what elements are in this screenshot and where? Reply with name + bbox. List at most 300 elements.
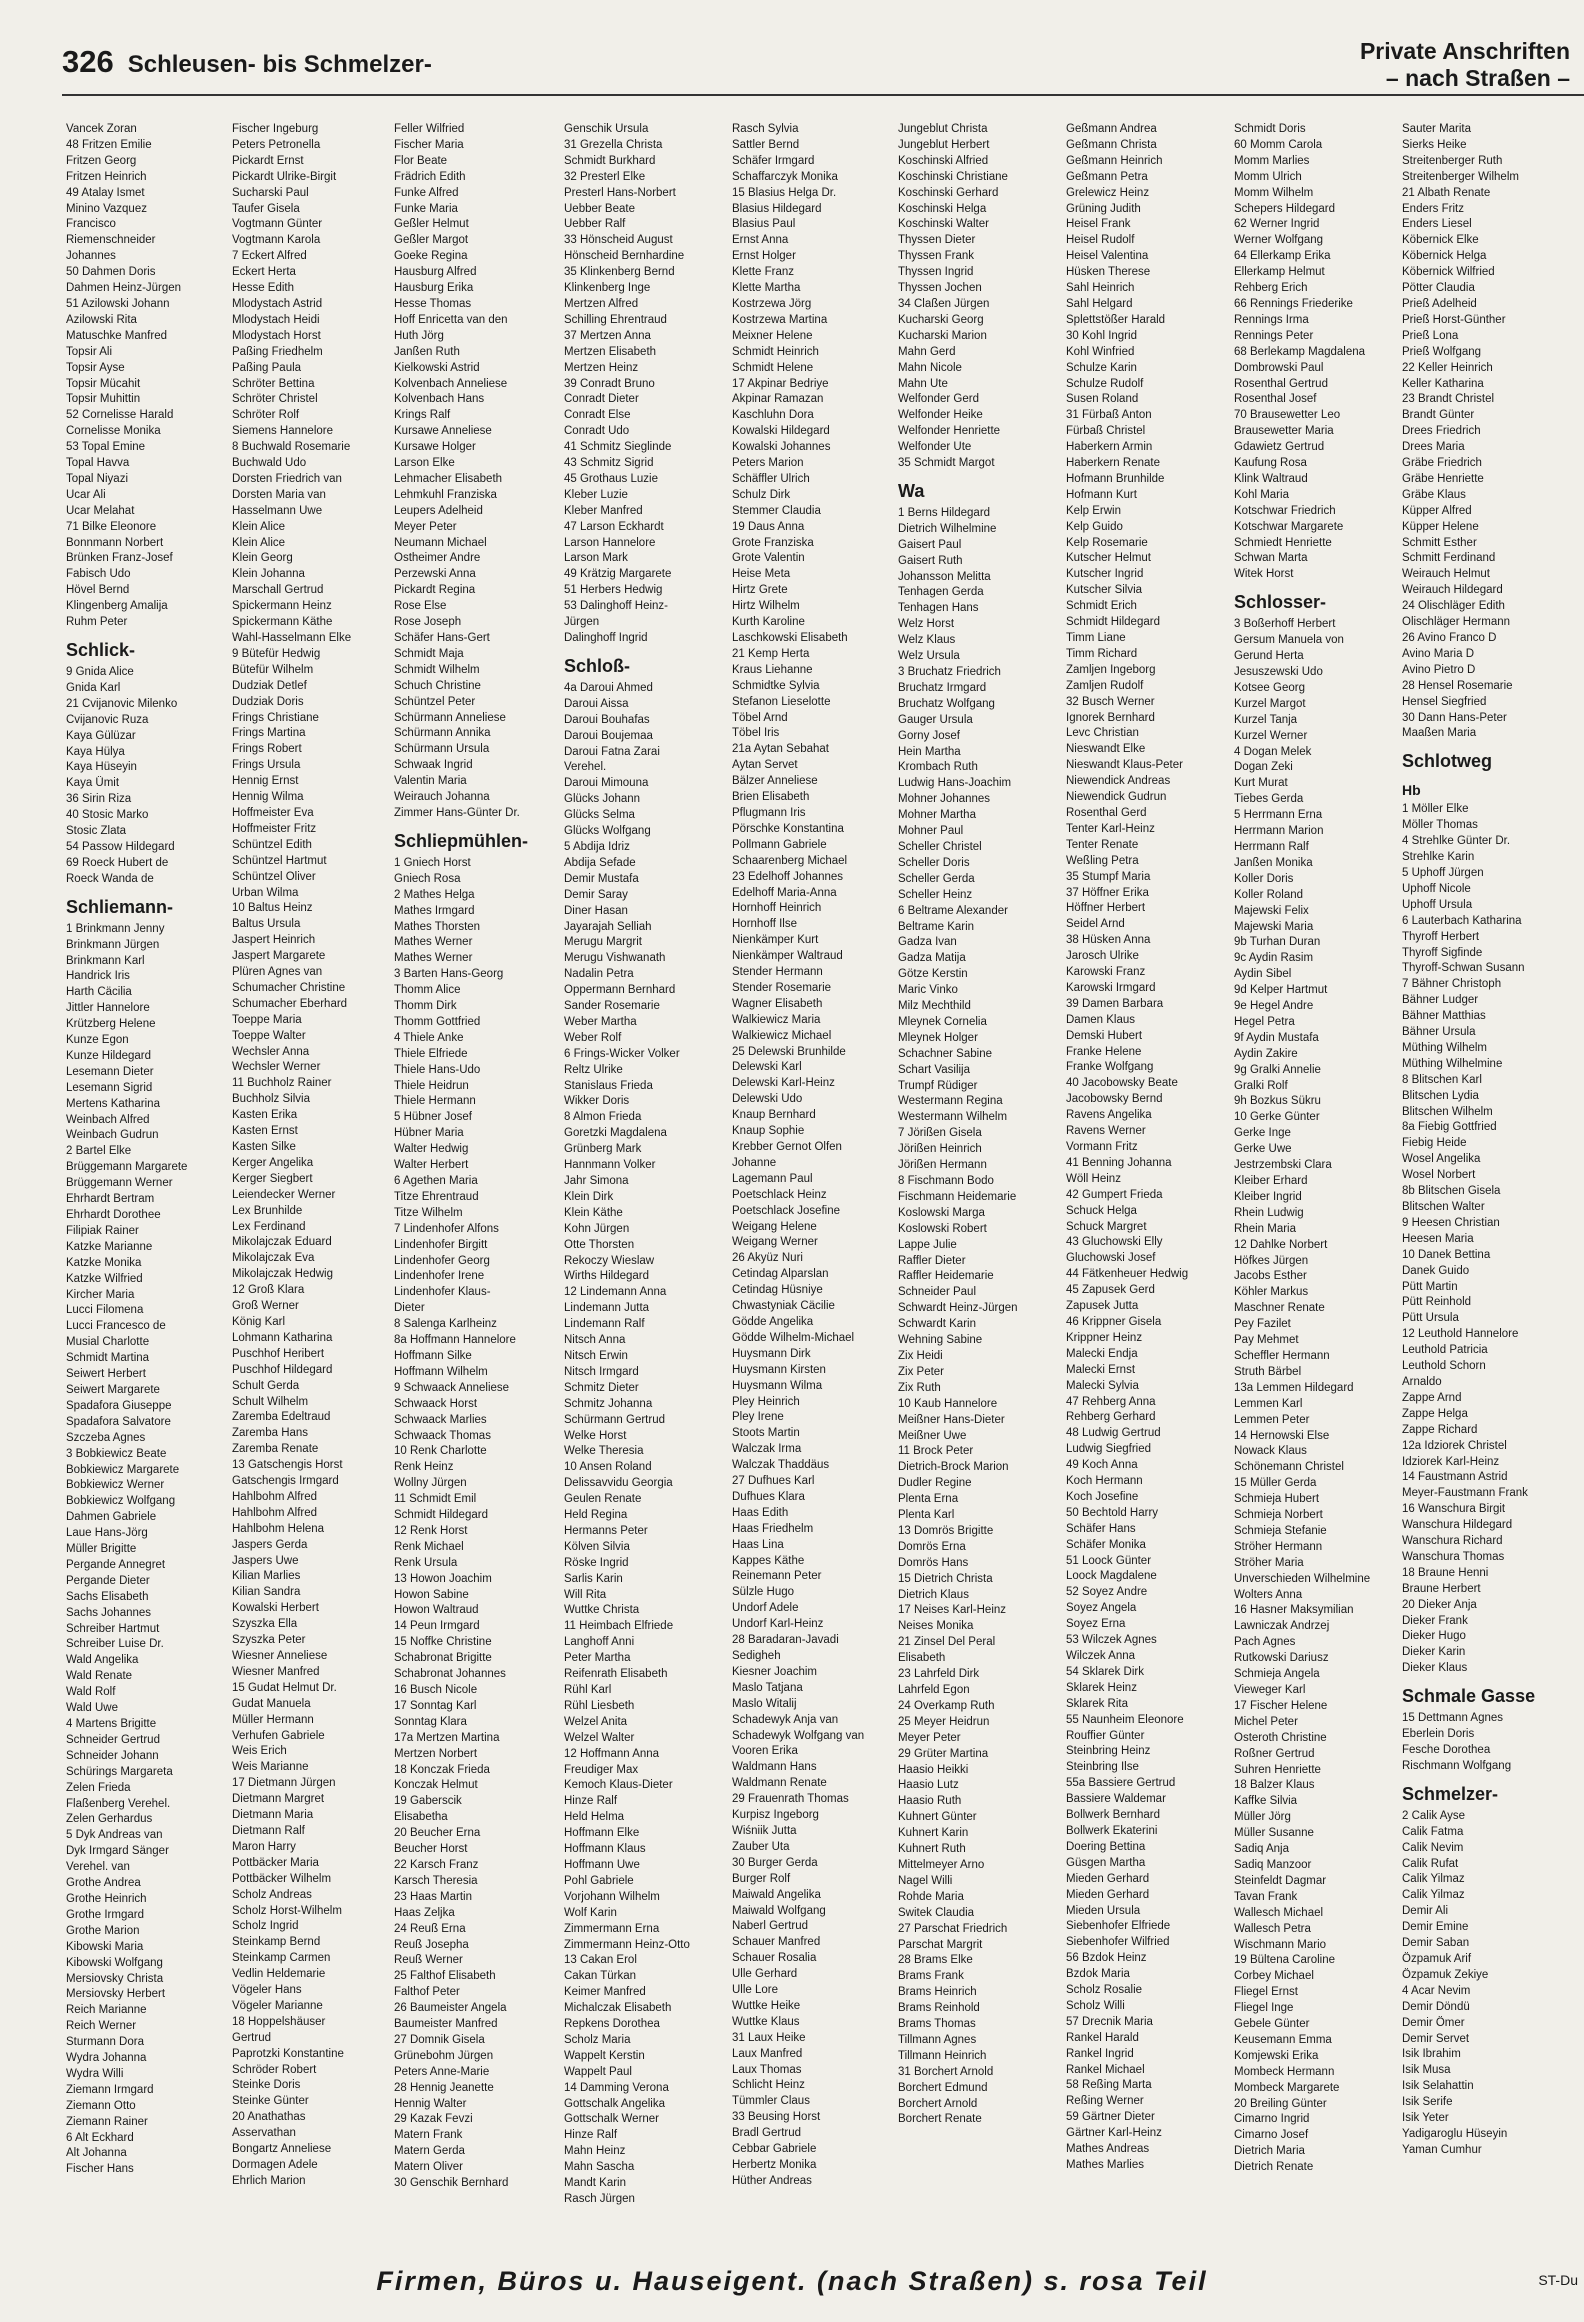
resident-entry: Rennings Irma: [1234, 313, 1309, 326]
resident-entry: Ernst Holger: [732, 250, 796, 263]
resident-entry: Mittelmeyer Arno: [898, 1858, 985, 1871]
resident-entry: Chwastyniak Cäcilie: [732, 1300, 835, 1313]
resident-entry: 6 Beltrame Alexander: [898, 904, 1008, 917]
resident-entry: Ostheimer Andre: [394, 552, 481, 565]
resident-entry: Kuhnert Ruth: [898, 1843, 966, 1856]
resident-entry: 10 Renk Charlotte: [394, 1445, 487, 1458]
resident-entry: Minino Vazquez: [66, 202, 147, 215]
resident-entry: Pohl Gabriele: [564, 1874, 634, 1887]
resident-entry: 60 Momm Carola: [1234, 138, 1323, 151]
resident-entry: 7 Bähner Christoph: [1402, 978, 1502, 991]
resident-entry: Malecki Ernst: [1066, 1363, 1136, 1376]
resident-entry: Howon Sabine: [394, 1588, 469, 1601]
resident-entry: Klein Alice: [232, 520, 286, 533]
resident-entry: Hoffmann Klaus: [564, 1843, 646, 1856]
resident-entry: Lehmacher Elisabeth: [394, 472, 503, 485]
resident-entry: Wappelt Paul: [564, 2065, 632, 2078]
resident-entry: Goretzki Magdalena: [564, 1127, 667, 1140]
resident-entry: Mertzen Elisabeth: [564, 345, 657, 358]
resident-entry: Seiwert Margarete: [66, 1383, 160, 1396]
resident-entry: Hermanns Peter: [564, 1524, 648, 1537]
resident-entry: Raffler Heidemarie: [898, 1270, 994, 1283]
resident-entry: Brüggemann Margarete: [66, 1161, 188, 1174]
resident-entry: Dietrich-Brock Marion: [898, 1461, 1009, 1474]
resident-entry: Kohl Winfried: [1066, 345, 1135, 358]
resident-entry: 66 Rennings Friederike: [1234, 297, 1353, 310]
resident-entry: Harth Cäcilia: [66, 986, 132, 999]
resident-entry: Kelp Rosemarie: [1066, 536, 1148, 549]
resident-entry: Güsgen Martha: [1066, 1856, 1146, 1869]
resident-entry: Müthing Wilhelm: [1402, 1041, 1487, 1054]
resident-entry: Scholz Rosalie: [1066, 1984, 1143, 1997]
resident-entry: Schäfer Irmgard: [732, 154, 815, 167]
resident-entry: Bongartz Anneliese: [232, 2143, 332, 2156]
resident-entry: Mathes Thorsten: [394, 920, 481, 933]
resident-entry: Cimarno Ingrid: [1234, 2113, 1310, 2126]
resident-entry: Kotschwar Margarete: [1234, 520, 1344, 533]
resident-entry: 24 Overkamp Ruth: [898, 1699, 995, 1712]
resident-entry: Kurzel Tanja: [1234, 713, 1298, 726]
resident-entry: Grote Valentin: [732, 552, 805, 565]
resident-entry: Ludwig Siegfried: [1066, 1443, 1152, 1456]
resident-entry: Ulle Gerhard: [732, 1968, 798, 1981]
resident-entry: Neumann Michael: [394, 536, 487, 549]
resident-entry: Pach Agnes: [1234, 1636, 1296, 1649]
resident-entry: Wechsler Anna: [232, 1045, 310, 1058]
resident-entry: Schmitz Dieter: [564, 1381, 639, 1394]
resident-entry: Daroui Bouhafas: [564, 713, 650, 726]
resident-entry: Grünberg Mark: [564, 1143, 642, 1156]
resident-entry: 8 Buchwald Rosemarie: [232, 441, 351, 454]
resident-entry: Mleynek Holger: [898, 1031, 978, 1044]
resident-entry: Ellerkamp Helmut: [1234, 266, 1325, 279]
resident-entry: Bruchatz Irmgard: [898, 681, 987, 694]
resident-entry: Schreiber Hartmut: [66, 1622, 160, 1635]
resident-entry: 9f Aydin Mustafa: [1234, 1031, 1319, 1044]
resident-entry: Brams Thomas: [898, 2018, 976, 2031]
resident-entry: 17 Akpinar Bedriye: [732, 377, 829, 390]
resident-entry: Paßing Paula: [232, 361, 302, 374]
resident-entry: Tillmann Heinrich: [898, 2049, 987, 2062]
resident-entry: Reltz Ulrike: [564, 1063, 623, 1076]
resident-entry: 69 Roeck Hubert de: [66, 856, 169, 869]
resident-entry: Rankel Ingrid: [1066, 2047, 1134, 2060]
resident-entry: Rose Else: [394, 600, 447, 613]
resident-entry: Nitsch Anna: [564, 1334, 626, 1347]
resident-entry: Schmieja Hubert: [1234, 1493, 1320, 1506]
resident-entry: Schüntzel Peter: [394, 695, 476, 708]
resident-entry: 34 Claßen Jürgen: [898, 297, 990, 310]
resident-entry: Schult Gerda: [232, 1379, 300, 1392]
resident-entry: Borchert Edmund: [898, 2081, 988, 2094]
resident-entry: Lohmann Katharina: [232, 1331, 333, 1344]
resident-entry: Kurzel Werner: [1234, 729, 1308, 742]
resident-entry: Jörißen Hermann: [898, 1159, 987, 1172]
resident-entry: Pottbäcker Wilhelm: [232, 1872, 332, 1885]
resident-entry: Klette Martha: [732, 282, 801, 295]
resident-entry: Bobkiewicz Margarete: [66, 1463, 180, 1476]
resident-entry: Vogtmann Karola: [232, 234, 321, 247]
resident-entry: Fesche Dorothea: [1402, 1744, 1491, 1756]
resident-entry: Kaya Gülüzar: [66, 729, 136, 742]
resident-entry: Sahl Helgard: [1066, 297, 1133, 310]
resident-entry: 5 Uphoff Jürgen: [1402, 866, 1484, 879]
resident-entry: 19 Bültena Caroline: [1234, 1954, 1336, 1967]
resident-entry: Isik Selahattin: [1402, 2080, 1474, 2093]
resident-entry: Hübner Maria: [394, 1127, 464, 1140]
resident-entry: Lucci Filomena: [66, 1304, 144, 1317]
resident-entry: Gudat Manuela: [232, 1697, 311, 1710]
resident-entry: Kostrzewa Martina: [732, 313, 828, 326]
resident-entry: Haas Zeljka: [394, 1906, 455, 1919]
resident-entry: Streitenberger Ruth: [1402, 154, 1503, 167]
resident-entry: Prieß Horst-Günther: [1402, 313, 1506, 326]
resident-entry: 9e Hegel Andre: [1234, 1000, 1314, 1013]
resident-entry: Rankel Michael: [1066, 2063, 1145, 2076]
resident-entry: 1 Berns Hildegard: [898, 506, 991, 519]
resident-entry: Wosel Norbert: [1402, 1169, 1476, 1182]
resident-entry: Asservathan: [232, 2127, 296, 2140]
resident-entry: Blitschen Wilhelm: [1402, 1105, 1493, 1118]
resident-entry: Hesse Thomas: [394, 297, 472, 310]
resident-entry: Frings Ursula: [232, 759, 301, 772]
resident-entry: 57 Drecnik Maria: [1066, 2015, 1153, 2028]
resident-entry: Thyssen Jochen: [898, 282, 982, 295]
resident-entry: Peters Petronella: [232, 138, 321, 151]
resident-entry: Vancek Zoran: [66, 123, 137, 135]
resident-entry: Dormagen Adele: [232, 2159, 318, 2171]
resident-entry: Hennig Walter: [394, 2097, 467, 2110]
resident-entry: Mandt Karin: [564, 2177, 627, 2190]
resident-entry: 36 Sirin Riza: [66, 793, 132, 806]
resident-entry: Welfonder Heike: [898, 409, 983, 422]
resident-entry: Glücks Johann: [564, 793, 641, 806]
resident-entry: Geßler Helmut: [394, 218, 469, 231]
resident-entry: Steinbring Heinz: [1066, 1745, 1151, 1758]
resident-entry: Jayarajah Selliah: [564, 920, 652, 933]
resident-entry: 11 Buchholz Rainer: [232, 1077, 332, 1090]
resident-entry: Schmidt Hildegard: [394, 1509, 488, 1522]
resident-entry: Topsir Mücahit: [66, 377, 141, 390]
resident-entry: Schulze Karin: [1066, 361, 1137, 374]
resident-entry: Schulz Dirk: [732, 488, 791, 501]
resident-entry: Wallesch Petra: [1234, 1922, 1311, 1935]
resident-entry: Frings Robert: [232, 743, 302, 756]
resident-entry: 23 Haas Martin: [394, 1890, 472, 1903]
resident-entry: Maric Vinko: [898, 984, 958, 997]
resident-entry: Sucharski Paul: [232, 186, 309, 199]
resident-entry: 13 Domrös Brigitte: [898, 1524, 994, 1537]
resident-entry: Schmidt Hildegard: [1066, 616, 1160, 629]
resident-entry: Mikolajczak Eva: [232, 1252, 315, 1265]
resident-entry: Schröder Robert: [232, 2063, 317, 2076]
resident-entry: Tillmann Agnes: [898, 2033, 977, 2046]
resident-entry: Koschinski Walter: [898, 218, 989, 231]
resident-entry: Klein Dirk: [564, 1190, 614, 1203]
resident-entry: Schwardt Heinz-Jürgen: [898, 1302, 1018, 1315]
resident-entry: Nienkämper Kurt: [732, 934, 819, 947]
resident-entry: Fischer Maria: [394, 138, 464, 151]
resident-entry: Hornhoff Heinrich: [732, 902, 822, 915]
resident-entry: 14 Hernowski Else: [1234, 1429, 1330, 1442]
resident-entry: Cvijanovic Ruza: [66, 713, 149, 726]
resident-entry: Schlicht Heinz: [732, 2079, 805, 2092]
resident-entry: 12 Leuthold Hannelore: [1402, 1328, 1519, 1341]
resident-entry: Stoots Martin: [732, 1427, 800, 1440]
resident-entry: Schmitz Johanna: [564, 1397, 653, 1410]
resident-entry: Grothe Marion: [66, 1924, 140, 1937]
resident-entry: Welke Theresia: [564, 1445, 644, 1458]
resident-entry: Wiśniik Jutta: [732, 1824, 797, 1837]
resident-entry: Titze Ehrentraud: [394, 1190, 479, 1203]
resident-entry: Laux Thomas: [732, 2063, 802, 2076]
resident-entry: Topsir Muhittin: [66, 393, 141, 406]
resident-entry: Huysmann Kirsten: [732, 1363, 826, 1376]
resident-entry: Held Helma: [564, 1811, 625, 1824]
resident-entry: 5 Dyk Andreas van: [66, 1829, 163, 1842]
resident-entry: Pergande Annegret: [66, 1558, 166, 1571]
resident-entry: Krings Ralf: [394, 409, 451, 422]
resident-entry: Dahmen Heinz-Jürgen: [66, 282, 182, 295]
resident-entry: Höffner Herbert: [1066, 902, 1146, 915]
resident-entry: Grote Franziska: [732, 536, 814, 549]
resident-entry: Zix Heidi: [898, 1349, 943, 1362]
resident-entry: Waldmann Hans: [732, 1761, 817, 1774]
resident-entry: Kerger Siegbert: [232, 1172, 313, 1185]
resident-entry: Schabronat Johannes: [394, 1668, 506, 1681]
resident-entry: 9 Bütefür Hedwig: [232, 647, 321, 660]
resident-entry: Dudziak Doris: [232, 695, 304, 708]
resident-entry: Kilian Marlies: [232, 1570, 301, 1583]
resident-entry: Tenhagen Gerda: [898, 586, 984, 599]
resident-entry: Ignorek Bernhard: [1066, 711, 1155, 724]
resident-entry: 18 Balzer Klaus: [1234, 1779, 1315, 1792]
resident-entry: Siemens Hannelore: [232, 425, 334, 438]
resident-entry: Fischer Hans: [66, 2163, 134, 2176]
resident-entry: Schmitt Esther: [1402, 536, 1477, 549]
resident-entry: Pörschke Konstantina: [732, 822, 844, 835]
resident-entry: Nitsch Irmgard: [564, 1365, 639, 1378]
resident-entry: Braune Herbert: [1402, 1582, 1481, 1595]
resident-entry: Lesemann Sigrid: [66, 1081, 153, 1094]
resident-entry: Herrmann Marion: [1234, 825, 1324, 838]
resident-entry: Dieker Hugo: [1402, 1630, 1466, 1643]
resident-entry: 2 Bartel Elke: [66, 1145, 132, 1158]
resident-entry: Flaßenberg Verehel.: [66, 1797, 171, 1810]
resident-entry: 31 Borchert Arnold: [898, 2065, 994, 2078]
resident-entry: Gorny Josef: [898, 729, 960, 742]
resident-entry: 26 Avino Franco D: [1402, 632, 1497, 644]
resident-entry: 4 Dogan Melek: [1234, 745, 1312, 758]
resident-entry: Raffler Dieter: [898, 1254, 966, 1267]
resident-entry: Pay Mehmet: [1234, 1334, 1299, 1347]
resident-entry: 17 Fischer Helene: [1234, 1699, 1328, 1712]
resident-entry: 35 Stumpf Maria: [1066, 870, 1151, 883]
resident-entry: Kappes Käthe: [732, 1554, 805, 1567]
resident-entry: Maslo Witalij: [732, 1697, 797, 1710]
resident-entry: Feller Wilfried: [394, 123, 465, 135]
resident-entry: Thiele Hans-Udo: [394, 1063, 481, 1076]
resident-entry: Rhein Maria: [1234, 1222, 1296, 1235]
resident-entry: Hausburg Alfred: [394, 266, 477, 279]
resident-entry: Kotsee Georg: [1234, 681, 1305, 694]
resident-entry: Lex Ferdinand: [232, 1220, 306, 1233]
resident-entry: 4 Strehlke Günter Dr.: [1402, 835, 1511, 848]
resident-entry: 19 Daus Anna: [732, 520, 805, 533]
resident-entry: Komjewski Erika: [1234, 2049, 1319, 2062]
directory-column: [732, 122, 890, 2214]
resident-entry: Kurpisz Ingeborg: [732, 1809, 819, 1822]
resident-entry: 48 Fritzen Emilie: [66, 138, 152, 151]
page-range-title: Schleusen- bis Schmelzer-: [127, 51, 432, 78]
resident-entry: Westermann Regina: [898, 1095, 1003, 1108]
resident-entry: Gertrud: [232, 2031, 271, 2044]
resident-entry: Reßing Werner: [1066, 2095, 1144, 2108]
resident-entry: Hinze Ralf: [564, 2129, 618, 2142]
resident-entry: 20 Dieker Anja: [1402, 1598, 1477, 1611]
resident-entry: Schmidt Martina: [66, 1352, 150, 1365]
resident-entry: Höfkes Jürgen: [1234, 1254, 1309, 1267]
directory-column: [898, 122, 1056, 2214]
resident-entry: Gräbe Henriette: [1402, 472, 1484, 485]
resident-entry: Fliegel Ernst: [1234, 1986, 1298, 1999]
resident-entry: 37 Mertzen Anna: [564, 329, 651, 342]
resident-entry: Stanislaus Frieda: [564, 1079, 653, 1092]
resident-entry: Pley Heinrich: [732, 1395, 800, 1408]
resident-entry: Thyssen Dieter: [898, 234, 976, 247]
resident-entry: 2 Calik Ayse: [1402, 1809, 1466, 1822]
resident-entry: Kowalski Johannes: [732, 441, 831, 454]
resident-entry: Burger Rolf: [732, 1872, 791, 1885]
resident-entry: Wosel Angelika: [1402, 1153, 1481, 1166]
resident-entry: Kursawe Anneliese: [394, 425, 492, 438]
resident-entry: Sadiq Anja: [1234, 1843, 1289, 1856]
resident-entry: Musial Charlotte: [66, 1336, 150, 1349]
resident-entry: Cebbar Gabriele: [732, 2143, 817, 2156]
resident-entry: Ulle Lore: [732, 1984, 779, 1997]
resident-entry: Kelp Guido: [1066, 520, 1123, 533]
resident-entry: Dieker Frank: [1402, 1614, 1468, 1627]
street-heading: Schmale Gasse: [1402, 1686, 1536, 1707]
resident-entry: Poetschlack Josefine: [732, 1204, 841, 1217]
resident-entry: Fritzen Heinrich: [66, 170, 147, 183]
resident-entry: Haberkern Renate: [1066, 457, 1160, 470]
section-title-line2: – nach Straßen –: [1385, 65, 1570, 91]
resident-entry: Knaup Sophie: [732, 1125, 805, 1138]
resident-entry: Kurzel Margot: [1234, 697, 1306, 710]
resident-entry: Cakan Türkan: [564, 1970, 637, 1983]
resident-entry: 31 Grezella Christa: [564, 138, 663, 151]
resident-entry: Uphoff Ursula: [1402, 898, 1473, 911]
resident-entry: Fiebig Heide: [1402, 1137, 1467, 1150]
resident-entry: Schult Wilhelm: [232, 1395, 309, 1408]
resident-entry: 21 Cvijanovic Milenko: [66, 697, 178, 710]
resident-entry: Grothe Andrea: [66, 1877, 141, 1890]
resident-entry: Kowalski Herbert: [232, 1602, 319, 1615]
resident-entry: Klingenberg Amalija: [66, 600, 168, 613]
resident-entry: Sülzle Hugo: [732, 1586, 795, 1599]
resident-entry: Larson Mark: [564, 552, 628, 565]
resident-entry: Reich Werner: [66, 2020, 137, 2033]
resident-entry: Kasten Ernst: [232, 1125, 298, 1138]
resident-entry: Wanschura Hildegard: [1402, 1519, 1513, 1532]
resident-entry: 49 Atalay Ismet: [66, 186, 145, 199]
resident-entry: 7 Lindenhofer Alfons: [394, 1222, 499, 1235]
resident-entry: Meyer Peter: [394, 520, 457, 533]
resident-entry: Schürmann Anneliese: [394, 711, 506, 724]
resident-entry: Weber Martha: [564, 1015, 637, 1028]
resident-entry: Franke Helene: [1066, 1045, 1142, 1058]
resident-entry: 7 Jörißen Gisela: [898, 1127, 982, 1140]
resident-entry: Kielkowski Astrid: [394, 361, 480, 374]
resident-entry: Larson Hannelore: [564, 536, 656, 549]
resident-entry: Flor Beate: [394, 154, 448, 167]
street-heading: Schlosser-: [1234, 592, 1327, 613]
resident-entry: 12 Lindemann Anna: [564, 1286, 667, 1299]
resident-entry: 18 Hoppelshäuser: [232, 2015, 326, 2028]
resident-entry: Karsch Theresia: [394, 1874, 478, 1887]
resident-entry: Hensel Siegfried: [1402, 695, 1487, 708]
resident-entry: Ravens Werner: [1066, 1125, 1146, 1138]
resident-entry: Jaspers Uwe: [232, 1554, 299, 1567]
resident-entry: 15 Gudat Helmut Dr.: [232, 1681, 337, 1694]
resident-entry: Dieter: [394, 1302, 425, 1315]
resident-entry: 9b Turhan Duran: [1234, 936, 1321, 949]
resident-entry: Lucci Francesco de: [66, 1320, 166, 1333]
resident-entry: 15 Müller Gerda: [1234, 1477, 1317, 1490]
resident-entry: Thomm Dirk: [394, 1000, 457, 1013]
resident-entry: 16 Hasner Maksymilian: [1234, 1604, 1354, 1617]
directory-column: [66, 122, 224, 2214]
resident-entry: 12 Dahlke Norbert: [1234, 1238, 1328, 1251]
resident-entry: Conradt Else: [564, 409, 631, 422]
resident-entry: 62 Werner Ingrid: [1234, 218, 1320, 231]
resident-entry: 6 Lauterbach Katharina: [1402, 914, 1522, 927]
resident-entry: Kucharski Georg: [898, 313, 984, 326]
resident-entry: Delewski Karl-Heinz: [732, 1077, 835, 1090]
resident-entry: Schüntzel Oliver: [232, 870, 316, 883]
resident-entry: Scheffler Hermann: [1234, 1349, 1330, 1362]
resident-entry: Wahl-Hasselmann Elke: [232, 632, 352, 644]
directory-column: [394, 122, 552, 2214]
resident-entry: 28 Hensel Rosemarie: [1402, 679, 1513, 692]
resident-entry: Buchwald Udo: [232, 457, 307, 470]
resident-entry: Hoffmann Uwe: [564, 1858, 640, 1871]
resident-entry: Borchert Arnold: [898, 2097, 978, 2110]
resident-entry: Welke Horst: [564, 1429, 627, 1442]
street-heading: Schliemann-: [66, 896, 174, 917]
resident-entry: Unverschieden Wilhelmine: [1234, 1572, 1371, 1585]
resident-entry: Wydra Johanna: [66, 2052, 147, 2065]
resident-entry: 13 Gatschengis Horst: [232, 1459, 343, 1472]
resident-entry: König Karl: [232, 1315, 286, 1328]
resident-entry: Wiesner Manfred: [232, 1665, 320, 1678]
resident-entry: 33 Hönscheid August: [564, 234, 673, 247]
resident-entry: Soyez Erna: [1066, 1618, 1126, 1631]
resident-entry: Maschner Renate: [1234, 1302, 1325, 1315]
resident-entry: Dombrowski Paul: [1234, 361, 1324, 374]
resident-entry: Zaremba Edeltraud: [232, 1411, 331, 1424]
resident-entry: Peters Marion: [732, 457, 804, 470]
resident-entry: Baumeister Manfred: [394, 2018, 498, 2031]
resident-entry: Michel Peter: [1234, 1715, 1298, 1728]
resident-entry: 30 Dann Hans-Peter: [1402, 711, 1507, 724]
resident-entry: Siebenhofer Wilfried: [1066, 1936, 1170, 1949]
resident-entry: Mohner Johannes: [898, 793, 991, 806]
resident-entry: Jacobowsky Bernd: [1066, 1093, 1163, 1106]
resident-entry: Ehrhardt Dorothee: [66, 1209, 161, 1221]
resident-entry: Dietmann Margret: [232, 1793, 325, 1806]
